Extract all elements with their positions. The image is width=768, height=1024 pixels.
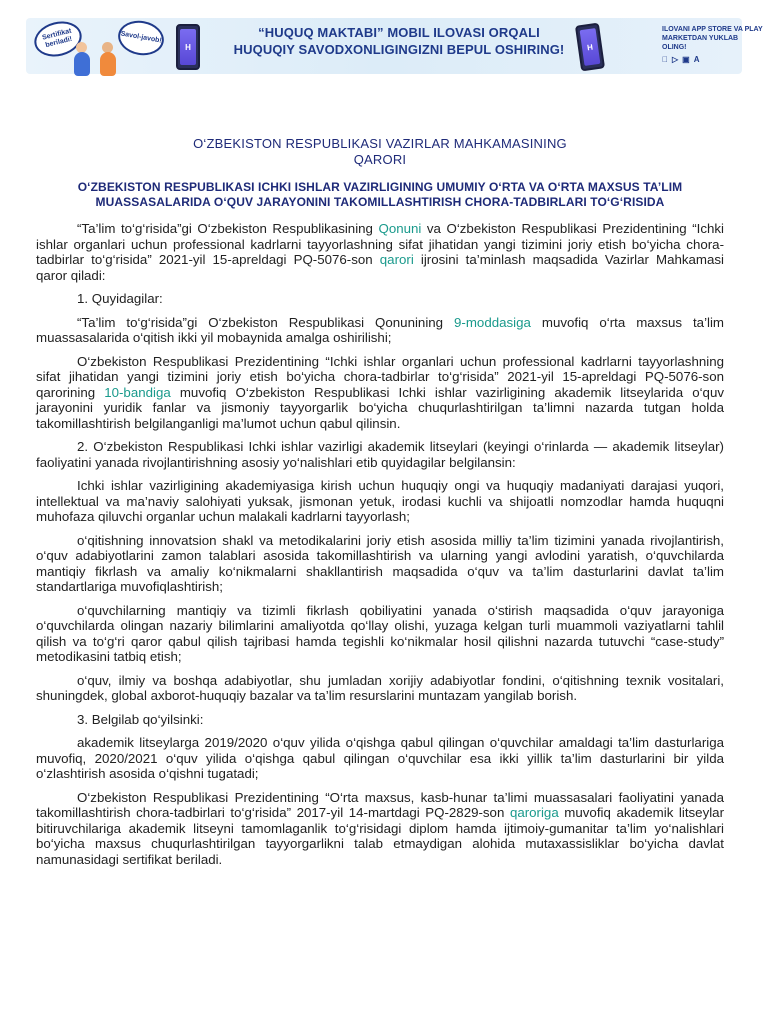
- qa-speech-bubble: [115, 17, 166, 58]
- phone-icon: [176, 24, 200, 70]
- text-segment: “Ta’lim to‘g‘risida”gi O‘zbekiston Respublikasining: [77, 221, 379, 236]
- item-2-point-d: o‘quv, ilmiy va boshqa adabiyotlar, shu jumladan xorijiy adabiyotlar fondini, o‘qitishning texnik vositalari, shuningdek, global axborot-huquqiy bazalar va ta’lim resurslarini muntazam yangilab borish.: [36, 672, 724, 703]
- item-3-point-a: akademik litseylarga 2019/2020 o‘quv yilida o‘qishga qabul qilingan o‘quvchilar amaldagi ta’lim dasturlariga muvofiq, 2020/2021 o‘quv yilida o‘qishga qabul qilingan o‘quvchilar esa ikki yillik ta’lim dasturlarini bir yilda o‘zlashtirish asosida o‘qishni tugatadi;: [36, 735, 724, 781]
- appstore-icon[interactable]: A: [687, 55, 694, 64]
- person-right-illustration: [100, 52, 116, 76]
- apple-icon[interactable]: [662, 55, 668, 64]
- issuing-body-line-1: O‘ZBEKISTON RESPUBLIKASI VAZIRLAR MAHKAMASINING: [193, 136, 567, 151]
- qarori-link[interactable]: qarori: [379, 252, 414, 267]
- banner-headline: [230, 24, 568, 58]
- item-3-point-b: [36, 790, 724, 868]
- play-icon[interactable]: ▷: [666, 55, 673, 64]
- text-segment: ijrosini ta’minlash maqsadida Vazirlar Mahkamasi qaror qiladi:: [36, 252, 725, 283]
- banner-line-2: HUQUQIY SAVODXONLIGINGIZNI BEPUL OSHIRING!: [233, 42, 565, 57]
- issuing-body: [36, 136, 724, 168]
- item-1-point-b: [36, 354, 724, 432]
- text-segment: va O‘zbekiston Respublikasi Prezidentining “Ichki ishlar organlari uchun professional kadrlarni tayyorlashning sifat jihatidan yangi tizimini joriy etish bo‘yicha chora-tadbirlar to‘g‘risida” 2021-yil 15-apreldagi PQ-5076-son: [36, 221, 724, 267]
- text-segment: muvofiq o‘rta maxsus ta’lim muassasalarida o‘qitish ikki yil mobaynida amalga oshirilishi;: [36, 314, 725, 345]
- bandiga-link[interactable]: 10-bandiga: [104, 384, 171, 400]
- app-promo-banner[interactable]: [26, 18, 763, 74]
- app-logo-letter-right: H: [586, 42, 594, 52]
- app-logo-letter: H: [185, 42, 191, 52]
- item-3-heading: 3. Belgilab qo‘yilsinki:: [77, 711, 204, 727]
- person-left-illustration: [74, 52, 90, 76]
- appgallery-icon[interactable]: ▣: [676, 55, 684, 64]
- bubble-right-text: Savol-javob!: [119, 30, 163, 45]
- banner-line-1: “HUQUQ MAKTABI” MOBIL ILOVASI ORQALI: [258, 25, 540, 40]
- text-segment: O‘zbekiston Respublikasi Prezidentining “O‘rta maxsus, kasb-hunar ta’limi muassasalari faoliyatini yanada takomillashtirish chora-tadbirlari to‘g‘risida” 2017-yil 14-martdagi PQ-2829-son: [36, 789, 724, 820]
- text-segment: muvofiq O‘zbekiston Respublikasi Ichki ishlar vazirligining akademik litseylarida o‘quv jarayonini yuridik fanlar va jismoniy tayyorgarlik bo‘yicha chuqurlashtirilgan ta’limni nazarda tutgan holda takomillashtirish belgilanganligi ma’lumot uchun qabul qilinsin.: [36, 384, 724, 431]
- text-segment: muvofiq akademik litseylar bitiruvchilariga akademik litseyni tamomlaganlik to‘g‘risidagi diplom hamda ijtimoiy-gumanitar ta’lim yo‘nalishlari bo‘yicha maxsus chuqurlashtirilgan tayyorgarlikni talab etmaydigan alohida mutaxassisliklar bo‘yicha davlat namunasidagi sertifikat beriladi.: [36, 805, 725, 867]
- item-2-point-c: o‘quvchilarning mantiqiy va tizimli fikrlash qobiliyatini yanada o‘stirish maqsadida o‘quv jarayoniga o‘quvchilarda olingan nazariy bilimlarini amaliyotda qo‘llay olishi, yuzaga kelgan turli muammoli vaziyatlarni tahlil qilish va to‘g‘ri qaror qabul qilish tajribasi hamda tegishli ko‘nikmalar hosil qilishni nazarda tutuvchi “case-study” metodikasini tatbiq etish;: [36, 602, 724, 664]
- moddasiga-link[interactable]: 9-moddasiga: [454, 314, 531, 330]
- item-1-heading: 1. Quyidagilar:: [77, 291, 163, 306]
- item-2-point-a: Ichki ishlar vazirligining akademiyasiga kirish uchun huquqiy ongi va huquqiy madaniyati darajasi yuqori, intellektual va ma’naviy salohiyati yuksak, jismonan yetuk, irodasi kuchli va shijoatli nomzodlar hamda huquqni muhofaza qiluvchi organlar uchun malakali kadrlarni tayyorlash;: [36, 478, 724, 524]
- text-segment: “Ta’lim to‘g‘risida”gi O‘zbekiston Respublikasi Qonunining: [77, 314, 455, 330]
- preamble-paragraph: [36, 221, 724, 283]
- document-title: O‘ZBEKISTON RESPUBLIKASI ICHKI ISHLAR VAZIRLIGINING UMUMIY O‘RTA VA O‘RTA MAXSUS TA’LIM MUASSASALARIDA O‘QUV JARAYONINI TAKOMILLASHTIRISH CHORA-TADBIRLARI TO‘G‘RISIDA: [77, 180, 683, 209]
- item-2-point-b: o‘qitishning innovatsion shakl va metodikalarini joriy etish asosida milliy ta’lim tizimini yanada rivojlantirish, o‘quv adabiyotlarini zamon talablari asosida takomillashtirish va ularning yangi avlodini yaratish, o‘quvchilarda mantiqiy fikrlash va amaliy ko‘nikmalarni shakllantirish maqsadida o‘quv va ta’lim dasturlarini davlat ta’lim standartlariga muvofiqlashtirish;: [36, 532, 724, 594]
- legal-document: [36, 136, 724, 875]
- item-1-point-a: [36, 315, 724, 346]
- qonuni-link[interactable]: Qonuni: [378, 221, 422, 236]
- phone-icon-right: [575, 23, 605, 72]
- qaroriga-link[interactable]: qaroriga: [509, 805, 559, 820]
- store-download-block[interactable]: [662, 25, 764, 64]
- store-download-text: ILOVANI APP STORE VA PLAY MARKETDAN YUKLAB OLING!: [662, 26, 763, 51]
- text-segment: O‘zbekiston Respublikasi Prezidentining “Ichki ishlar organlari uchun professional kadrlarni tayyorlashning sifat jihatidan yangi tizimini joriy etish bo‘yicha chora-tadbirlar to‘g‘risida” 2021-yil 15-apreldagi PQ-5076-son qarorining: [36, 353, 724, 400]
- issuing-body-line-2: QARORI: [353, 152, 407, 167]
- item-2-heading: 2. O‘zbekiston Respublikasi Ichki ishlar vazirligi akademik litseylari (keyingi o‘rinlarda — akademik litseylar) faoliyatini yanada rivojlantirishning asosiy yo‘nalishlari etib quyidagilar belgilansin:: [36, 439, 724, 470]
- bubble-left-text: Sertifikat beriladi!: [41, 27, 73, 50]
